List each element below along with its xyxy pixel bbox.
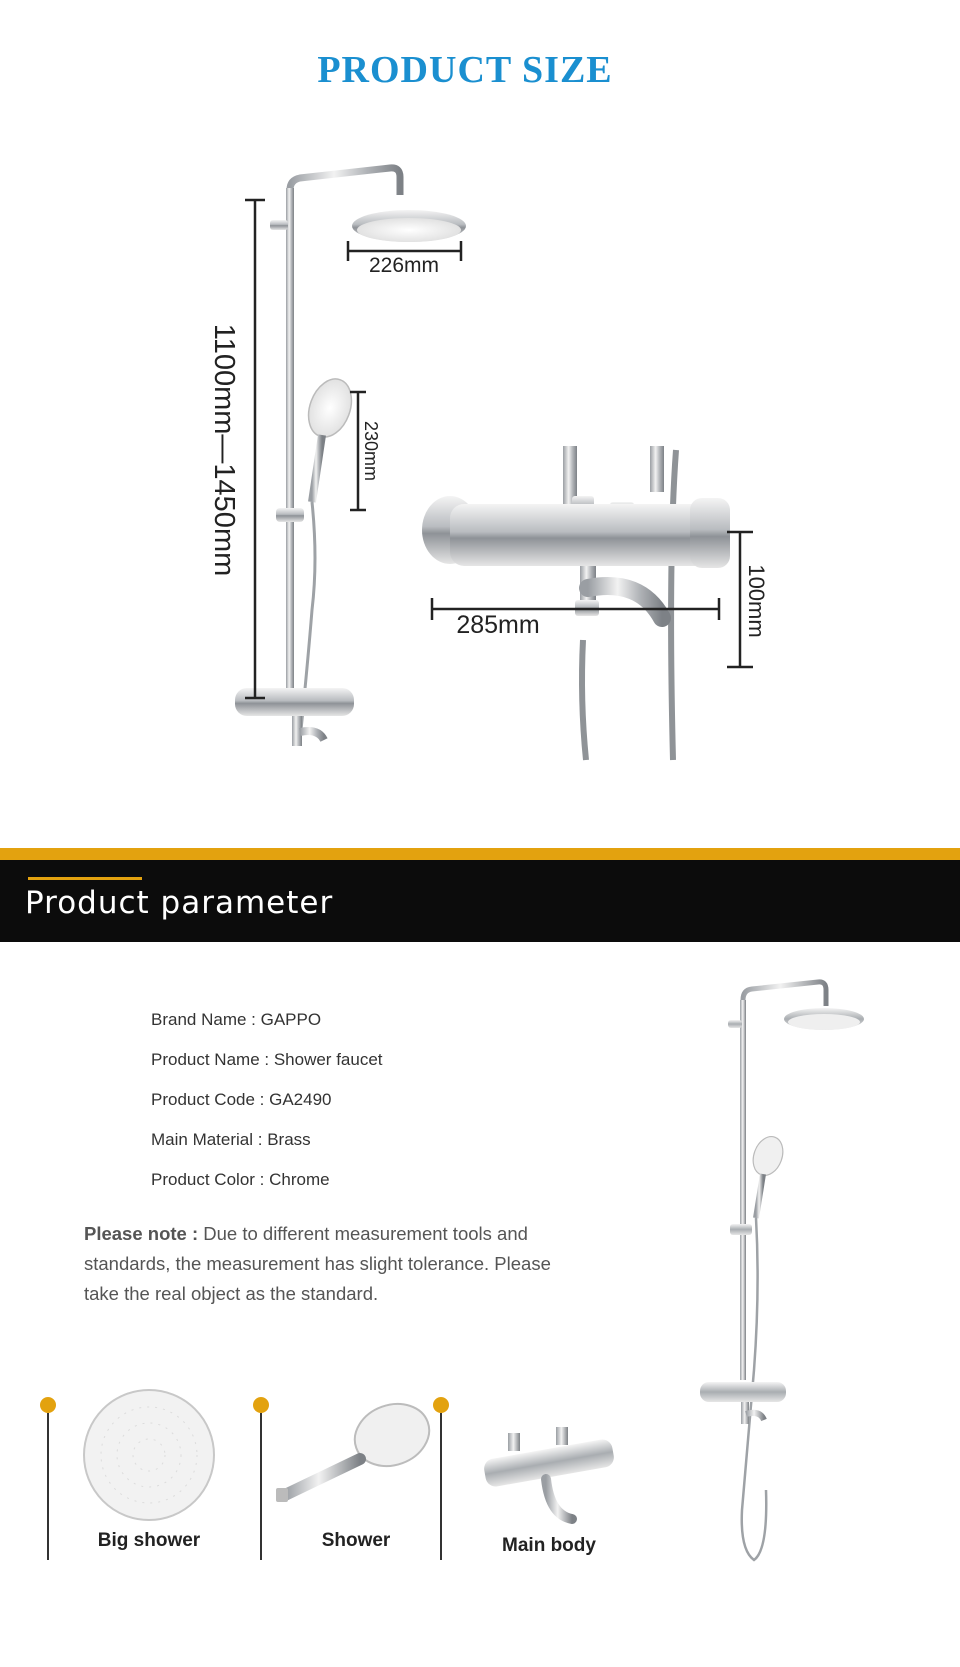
param-brand-name: Brand Name : GAPPO bbox=[151, 1010, 322, 1029]
component-label-big-shower: Big shower bbox=[97, 1530, 201, 1551]
param-product-color: Product Color : Chrome bbox=[151, 1170, 330, 1189]
dim-height-range: 1100mm—1450mm bbox=[208, 323, 240, 577]
param-product-code: Product Code : GA2490 bbox=[151, 1090, 332, 1109]
param-product-name: Product Name : Shower faucet bbox=[151, 1050, 383, 1069]
dim-valve-height: 100mm bbox=[744, 564, 769, 638]
product-photo bbox=[690, 970, 890, 1570]
main-body-image bbox=[483, 1427, 616, 1519]
component-marker-2 bbox=[253, 1397, 269, 1560]
hand-shower-image bbox=[276, 1394, 438, 1502]
component-marker-1 bbox=[40, 1397, 56, 1560]
dim-head-width: 226mm bbox=[368, 254, 440, 277]
dim-valve-width: 285mm bbox=[456, 611, 540, 639]
component-label-main-body: Main body bbox=[502, 1535, 596, 1556]
param-main-material: Main Material : Brass bbox=[151, 1130, 311, 1149]
banner-stripe bbox=[0, 848, 960, 860]
note-label: Please note : bbox=[84, 1223, 204, 1244]
banner-accent-line bbox=[28, 877, 142, 880]
big-shower-image bbox=[84, 1390, 214, 1520]
section-title-product-size: PRODUCT SIZE bbox=[317, 49, 613, 91]
valve-closeup-image bbox=[422, 446, 730, 760]
component-marker-3 bbox=[433, 1397, 449, 1560]
measurement-note bbox=[84, 1219, 564, 1309]
component-label-shower: Shower bbox=[321, 1530, 391, 1551]
section-title-product-parameter: Product parameter bbox=[25, 885, 334, 921]
note-text: Due to different measurement tools and standards, the measurement has slight tolerance. Please take the real object as the standard. bbox=[84, 1223, 551, 1304]
dim-hand-shower: 230mm bbox=[361, 420, 381, 482]
product-size-diagram bbox=[0, 140, 960, 820]
